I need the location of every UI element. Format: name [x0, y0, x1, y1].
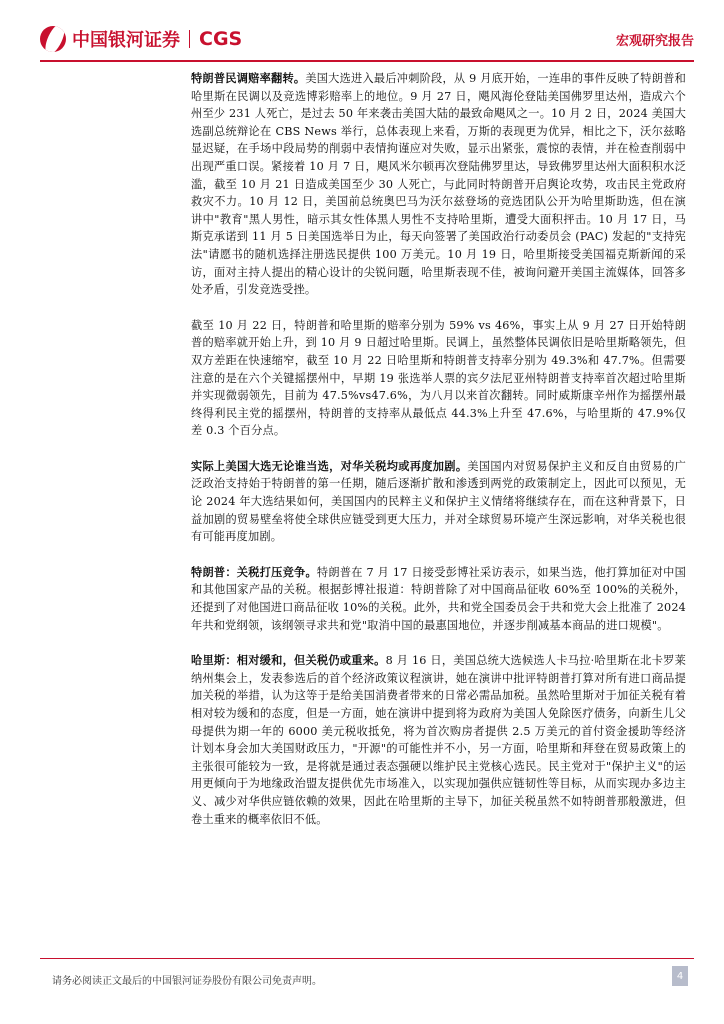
company-logo — [40, 26, 242, 52]
logo-divider — [189, 30, 190, 48]
paragraph-text: 美国国内对贸易保护主义和反自由贸易的广泛政治支持始于特朗普的第一任期，随后逐渐扩散和渗透到两党的政策制定上，因此可以预见，无论 2024 年大选结果如何，美国国内的民粹主义和保护主义情绪将继续存在，而在这种背景下，日益加剧的贸易壁垒将使全球供应链受到更大压力，并对全球贸易环境产生深远影响，对华关税也很有可能再度加剧。 — [191, 459, 686, 544]
paragraph-text: 美国大选进入最后冲刺阶段，从 9 月底开始，一连串的事件反映了特朗普和哈里斯在民调以及竞选博彩赔率上的地位。9 月 27 日，飓风海伦登陆美国佛罗里达州，造成六个州至少 231 人死亡，是过去 50 年来袭击美国大陆的最致命飓风之一。10 月 2 日，2024 美国大选副总统辩论在 CBS News 举行，总体表现上来看，万斯的表现更为优异，相比之下，沃尔兹略显迟疑，在手场中段局势的削弱中表情拘谨应对失败，显示出紧张，震惊的表情，并在检查削弱中出现严重口误。紧接着 10 月 7 日，飓风米尔顿再次登陆佛罗里达，导致佛罗里达州大面积积水泛滥，截至 10 月 21 日造成美国至少 30 人死亡，与此同时特朗普开启舆论攻势，攻击民主党政府救灾不力。10 月 12 日，美国前总统奥巴马为沃尔兹登场的竞选团队公开为哈里斯助选，但在演讲中"教育"黑人男性，暗示其女性体黑人男性不支持哈里斯，遭受大面积抨击。10 月 17 日，马斯克承诺到 11 月 5 日美国选举日为止，每天向签署了美国政治行动委员会 (PAC) 发起的"支持宪法"请愿书的随机选择注册选民提供 100 万美元。10 月 19 日，哈里斯接受美国福克斯新闻的采访，面对主持人提出的精心设计的尖锐问题，哈里斯表现不佳，被询问避开美国主流媒体，回答多处矛盾，引发竞选受挫。 — [191, 72, 686, 297]
paragraph-lead: 实际上美国大选无论谁当选，对华关税均或再度加剧。 — [191, 458, 468, 473]
paragraph-lead: 哈里斯：相对缓和，但关税仍或重来。 — [191, 653, 386, 668]
paragraph-lead: 特朗普：关税打压竞争。 — [191, 564, 317, 579]
paragraph-harris-tariff — [191, 652, 686, 828]
paragraph-tariff-outlook — [191, 458, 686, 546]
header-divider — [40, 60, 694, 62]
paragraph-text: 截至 10 月 22 日，特朗普和哈里斯的赔率分别为 59% vs 46%，事实上从 9 月 27 日开始特朗普的赔率就开始上升，到 10 月 9 日超过哈里斯。民调上，虽然整体民调依旧是哈里斯略领先，但双方差距在快速缩窄，截至 10 月 22 日哈里斯和特朗普支持率分别为 49.3%和 47.7%。但需要注意的是在六个关键摇摆州中，早期 19 张选举人票的宾夕法尼亚州特朗普支持率首次超过哈里斯并实现微弱领先，目前为 47.5%vs47.6%，为八月以来首次翻转。同时威斯康辛州作为摇摆州最终得利民主党的摇摆州，特朗普的支持率从最低点 44.3%上升至 47.6%，与哈里斯的 47.9%仅差 0.3 个百分点。 — [191, 318, 686, 438]
report-body — [191, 66, 686, 846]
paragraph-text: 8 月 16 日，美国总统大选候选人卡马拉·哈里斯在北卡罗莱纳州集会上，发表参选后的首个经济政策议程演讲，她在演讲中批评特朗普打算对所有进口商品提加关税的举措，认为这等于是给美国消费者带来的日常必需品加税。虽然哈里斯对于加征关税有着相对较为缓和的态度，但是一方面，她在演讲中提到将为政府为美国人免除医疗债务，向新生儿父母提供为期一年的 6000 美元税收抵免，将为首次购房者提供 2.5 万美元的首付资金援助等经济计划本身会加大美国财政压力，"开源"的可能性并不小，另一方面，哈里斯和拜登在贸易政策上的主张很可能较为一致，是将就是通过表态强硬以维护民主党核心选民。民主党对于"保护主义"的运用更倾向于为地缘政治盟友提供优先市场准入，以实现加强供应链韧性等目标，从而实现办多边主义、减少对华供应链依赖的效果，因此在哈里斯的主导下，加征关税虽然不如特朗普那般激进，但卷土重来的概率依旧不低。 — [191, 654, 686, 826]
paragraph-lead: 特朗普民调赔率翻转。 — [191, 71, 306, 85]
galaxy-logo-icon — [40, 26, 66, 52]
logo-text: 中国银河证券 — [72, 30, 180, 51]
logo-en: CGS — [199, 28, 243, 50]
footer-divider — [40, 958, 694, 959]
paragraph-text: 特朗普在 7 月 17 日接受彭博社采访表示，如果当选，他打算加征对中国和其他国家产品的关税。根据彭博社报道：特朗普除了对中国商品征收 60%至 100%的关税外，还提到了对他国进口商品征收 10%的关税。此外，共和党全国委员会于共和党大会上批准了 2024 年共和党纲领，该纲领寻求共和党"取消中国的最惠国地位，并逐步削减基本商品的进口规模"。 — [191, 565, 687, 632]
report-type: 宏观研究报告 — [615, 33, 694, 49]
paragraph-trump-tariff — [191, 564, 686, 634]
paragraph-poll-reversal — [191, 70, 686, 299]
paragraph-odds — [191, 317, 686, 440]
disclaimer-link[interactable]: 请务必阅读正文最后的中国银河证券股份有限公司免责声明。 — [52, 976, 322, 987]
page-number: 4 — [672, 966, 688, 986]
page-header — [40, 22, 694, 56]
